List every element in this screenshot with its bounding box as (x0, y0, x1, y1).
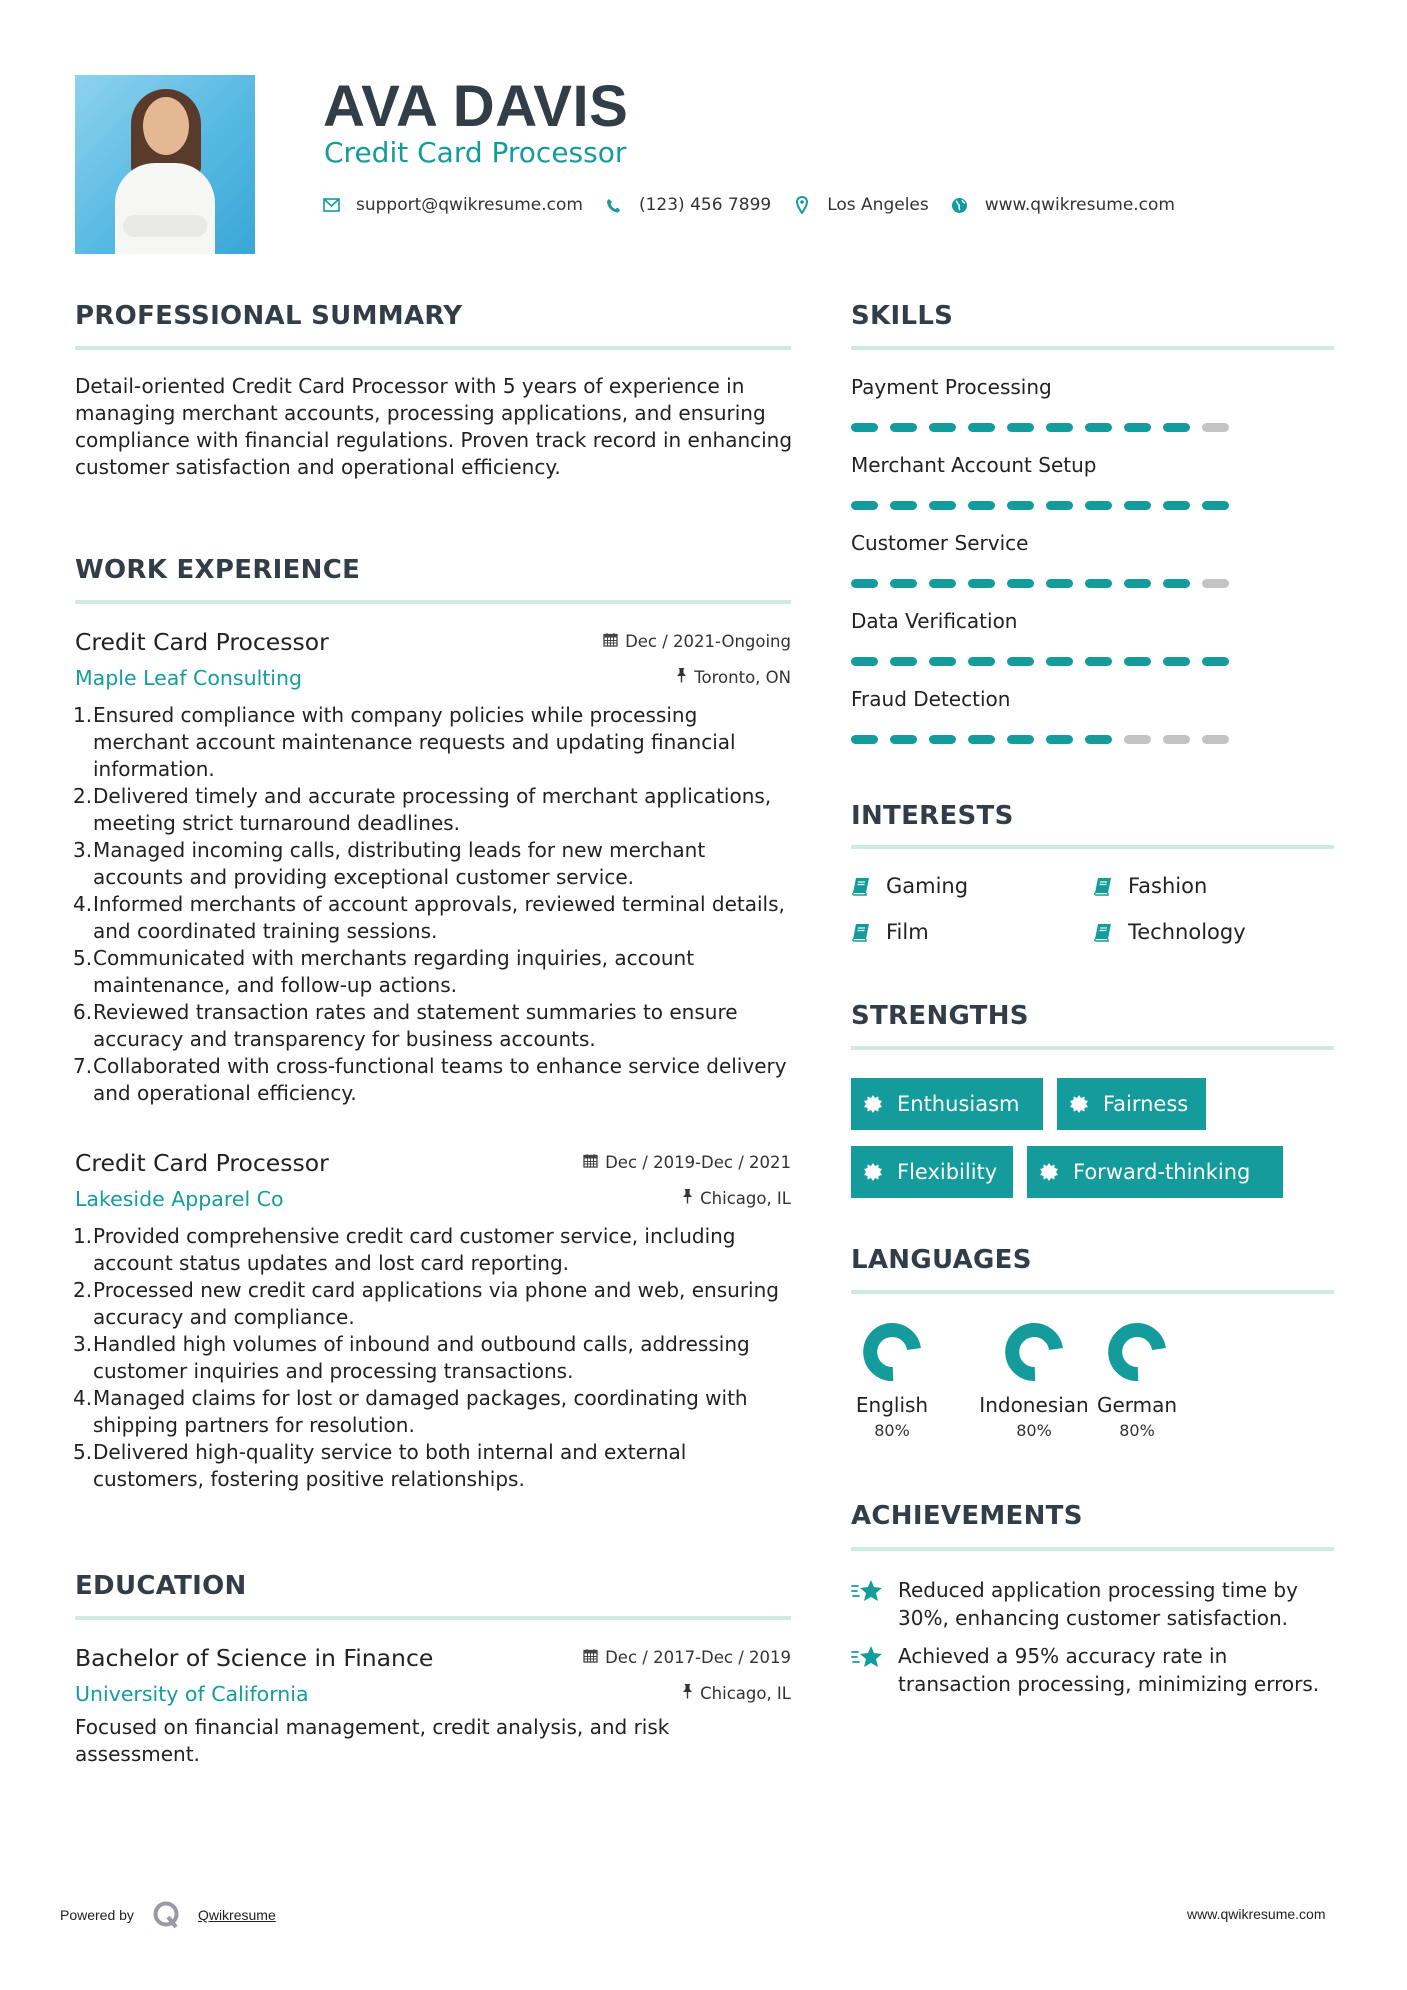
rating-dot-filled (1007, 579, 1034, 588)
book-icon (851, 876, 871, 896)
rating-dot-filled (890, 501, 917, 510)
rating-dot-filled (1046, 735, 1073, 744)
contact-phone[interactable] (605, 193, 771, 217)
pushpin-icon (682, 1683, 693, 1705)
skill-rating (851, 579, 1334, 588)
skill-label: Merchant Account Setup (851, 453, 1097, 477)
list-item: 3. Managed incoming calls, distributing leads for new merchant accounts and providing exceptional customer service. (73, 838, 706, 889)
rating-dot-filled (1085, 579, 1112, 588)
location-text: Los Angeles (827, 195, 929, 215)
shooting-star-icon (851, 1578, 885, 1604)
skill-label: Customer Service (851, 531, 1029, 555)
rating-dot-filled (851, 657, 878, 666)
job-title: Credit Card Processor (75, 628, 329, 656)
rating-dot-filled (1163, 501, 1190, 510)
interest-item: Technology (1093, 918, 1335, 946)
rating-dot-filled (968, 657, 995, 666)
rating-dot-filled (929, 501, 956, 510)
languages-divider (851, 1290, 1334, 1294)
calendar-icon (583, 1152, 598, 1174)
profile-photo (75, 75, 255, 254)
strength-badge: Flexibility (851, 1146, 1013, 1198)
achievement-item: Reduced application processing time by 30%, enhancing customer satisfaction. (851, 1576, 1334, 1632)
language-item: German 80% (1077, 1322, 1197, 1442)
job-responsibilities (75, 1223, 791, 1493)
education-entry (75, 1643, 791, 1768)
rating-dot-filled (1007, 501, 1034, 510)
pushpin-icon (676, 667, 687, 689)
list-item: 4. Informed merchants of account approvals, reviewed terminal details, and coordinated training sessions. (73, 892, 785, 943)
footer-url[interactable]: www.qwikresume.com (1187, 1906, 1326, 1922)
achievements-divider (851, 1547, 1334, 1551)
skill-item (851, 608, 1334, 686)
rating-dot-filled (1046, 657, 1073, 666)
rating-dot-filled (929, 657, 956, 666)
list-item: 4. Managed claims for lost or damaged packages, coordinating with shipping partners for resolution. (73, 1386, 748, 1437)
rating-dot-empty (1202, 735, 1229, 744)
website-text: www.qwikresume.com (984, 195, 1175, 215)
rating-dot-filled (1046, 501, 1073, 510)
list-item: 5. Communicated with merchants regarding inquiries, account maintenance, and follow-up actions. (73, 946, 695, 997)
rating-dot-filled (1046, 579, 1073, 588)
skills-heading: SKILLS (851, 301, 954, 331)
strength-badge: Forward-thinking (1027, 1146, 1283, 1198)
skill-rating (851, 423, 1334, 432)
qwikresume-logo-icon (152, 1900, 182, 1930)
rating-dot-filled (929, 735, 956, 744)
strengths-heading: STRENGTHS (851, 1001, 1029, 1031)
skill-item (851, 374, 1334, 452)
contact-bar (322, 193, 1197, 217)
rating-dot-filled (968, 735, 995, 744)
achievement-item: Achieved a 95% accuracy rate in transaction processing, minimizing errors. (851, 1642, 1334, 1698)
book-icon (1093, 876, 1113, 896)
skill-item (851, 452, 1334, 530)
school-name: University of California (75, 1682, 309, 1706)
skill-rating (851, 735, 1334, 744)
interest-item: Gaming (851, 872, 1093, 900)
strength-badge: Enthusiasm (851, 1078, 1043, 1130)
list-item: 1. Provided comprehensive credit card customer service, including account status updates and lost card reporting. (73, 1224, 736, 1275)
rating-dot-filled (1163, 423, 1190, 432)
rating-dot-filled (1007, 423, 1034, 432)
rating-dot-empty (1202, 423, 1229, 432)
rating-dot-filled (1085, 735, 1112, 744)
rating-dot-filled (968, 579, 995, 588)
strength-badge: Fairness (1057, 1078, 1206, 1130)
rating-dot-filled (851, 501, 878, 510)
list-item: 3. Handled high volumes of inbound and outbound calls, addressing customer inquiries and processing transactions. (73, 1332, 750, 1383)
list-item: 6. Reviewed transaction rates and statement summaries to ensure accuracy and transparency for business accounts. (73, 1000, 738, 1051)
calendar-icon (583, 1647, 598, 1669)
rating-dot-filled (1124, 579, 1151, 588)
phone-text: (123) 456 7899 (638, 195, 772, 215)
candidate-title: Credit Card Processor (324, 136, 627, 169)
job-entry (75, 1148, 791, 1493)
achievements-list (851, 1576, 1334, 1698)
rating-dot-empty (1202, 579, 1229, 588)
badge-star-icon (1039, 1162, 1059, 1182)
rating-dot-filled (1085, 657, 1112, 666)
rating-dot-filled (1007, 657, 1034, 666)
skill-label: Payment Processing (851, 375, 1052, 399)
pushpin-icon (682, 1188, 693, 1210)
language-item: English 80% (832, 1322, 952, 1442)
job-dates: Dec / 2019-Dec / 2021 (583, 1152, 791, 1174)
education-heading: EDUCATION (75, 1571, 247, 1601)
shooting-star-icon (851, 1644, 885, 1670)
job-location: Toronto, ON (676, 667, 791, 689)
rating-dot-filled (1046, 423, 1073, 432)
strengths-divider (851, 1046, 1334, 1050)
job-title: Credit Card Processor (75, 1149, 329, 1177)
summary-divider (75, 346, 791, 350)
phone-icon (605, 196, 623, 214)
book-icon (1093, 922, 1113, 942)
degree-title: Bachelor of Science in Finance (75, 1644, 434, 1672)
interests-divider (851, 845, 1334, 849)
rating-dot-filled (851, 423, 878, 432)
map-pin-icon (793, 196, 811, 214)
rating-dot-filled (968, 423, 995, 432)
summary-text: Detail-oriented Credit Card Processor with 5 years of experience in managing merchant accounts, processing applications, and ensuring compliance with financial regulations. Proven track record in enhancing customer satisfaction and operational efficiency. (75, 374, 793, 479)
language-progress-ring (1004, 1322, 1064, 1382)
company-name: Maple Leaf Consulting (75, 666, 303, 690)
list-item: 7. Collaborated with cross-functional teams to enhance service delivery and operational efficiency. (73, 1054, 787, 1105)
rating-dot-filled (1124, 423, 1151, 432)
badge-star-icon (863, 1094, 883, 1114)
list-item: 1. Ensured compliance with company policies while processing merchant account maintenance requests and updating financial information. (73, 703, 736, 781)
badge-star-icon (863, 1162, 883, 1182)
education-location: Chicago, IL (682, 1683, 791, 1705)
rating-dot-filled (1202, 657, 1229, 666)
qwikresume-link[interactable]: Qwikresume (197, 1907, 276, 1923)
interest-item: Film (851, 918, 1093, 946)
rating-dot-filled (851, 579, 878, 588)
language-progress-ring (1107, 1322, 1167, 1382)
rating-dot-filled (890, 423, 917, 432)
candidate-name: AVA DAVIS (323, 74, 629, 139)
skill-label: Data Verification (851, 609, 1018, 633)
calendar-icon (603, 631, 618, 653)
skills-divider (851, 346, 1334, 350)
languages-heading: LANGUAGES (851, 1245, 1032, 1275)
rating-dot-filled (1163, 579, 1190, 588)
skill-label: Fraud Detection (851, 687, 1011, 711)
language-item: Indonesian 80% (974, 1322, 1094, 1442)
skill-rating (851, 501, 1334, 510)
globe-icon (951, 196, 969, 214)
rating-dot-filled (890, 657, 917, 666)
rating-dot-filled (1202, 501, 1229, 510)
list-item: 2. Delivered timely and accurate processing of merchant applications, meeting strict turnaround deadlines. (73, 784, 772, 835)
company-name: Lakeside Apparel Co (75, 1187, 284, 1211)
skill-rating (851, 657, 1334, 666)
list-item: 5. Delivered high-quality service to both internal and external customers, fostering positive relationships. (73, 1440, 687, 1491)
rating-dot-filled (929, 579, 956, 588)
powered-by-label: Powered by (60, 1907, 134, 1923)
interest-item: Fashion (1093, 872, 1335, 900)
book-icon (851, 922, 871, 942)
rating-dot-filled (1163, 657, 1190, 666)
rating-dot-filled (968, 501, 995, 510)
interests-list (851, 872, 1334, 946)
rating-dot-filled (1085, 501, 1112, 510)
interests-heading: INTERESTS (851, 801, 1014, 831)
rating-dot-filled (890, 579, 917, 588)
job-dates: Dec / 2021-Ongoing (603, 631, 791, 653)
powered-by (60, 1900, 276, 1930)
rating-dot-filled (1124, 501, 1151, 510)
contact-website[interactable] (951, 193, 1175, 217)
rating-dot-filled (1007, 735, 1034, 744)
education-dates: Dec / 2017-Dec / 2019 (583, 1647, 791, 1669)
email-text: support@qwikresume.com (356, 195, 583, 215)
experience-heading: WORK EXPERIENCE (75, 555, 361, 585)
rating-dot-filled (1124, 657, 1151, 666)
list-item: 2. Processed new credit card applications via phone and web, ensuring accuracy and compliance. (73, 1278, 779, 1329)
badge-star-icon (1069, 1094, 1089, 1114)
skill-item (851, 686, 1334, 764)
achievements-heading: ACHIEVEMENTS (851, 1501, 1083, 1531)
skill-item (851, 530, 1334, 608)
contact-email[interactable] (322, 193, 583, 217)
summary-heading: PROFESSIONAL SUMMARY (75, 301, 463, 331)
envelope-icon (322, 196, 340, 214)
education-divider (75, 1616, 791, 1620)
rating-dot-empty (1163, 735, 1190, 744)
job-location: Chicago, IL (682, 1188, 791, 1210)
education-description: Focused on financial management, credit analysis, and risk assessment. (75, 1715, 670, 1766)
rating-dot-filled (929, 423, 956, 432)
job-entry (75, 627, 791, 1107)
contact-location (793, 193, 929, 217)
rating-dot-filled (890, 735, 917, 744)
rating-dot-filled (851, 735, 878, 744)
rating-dot-empty (1124, 735, 1151, 744)
rating-dot-filled (1085, 423, 1112, 432)
skills-list (851, 374, 1334, 764)
job-responsibilities (75, 702, 791, 1107)
language-progress-ring (862, 1322, 922, 1382)
experience-divider (75, 600, 791, 604)
